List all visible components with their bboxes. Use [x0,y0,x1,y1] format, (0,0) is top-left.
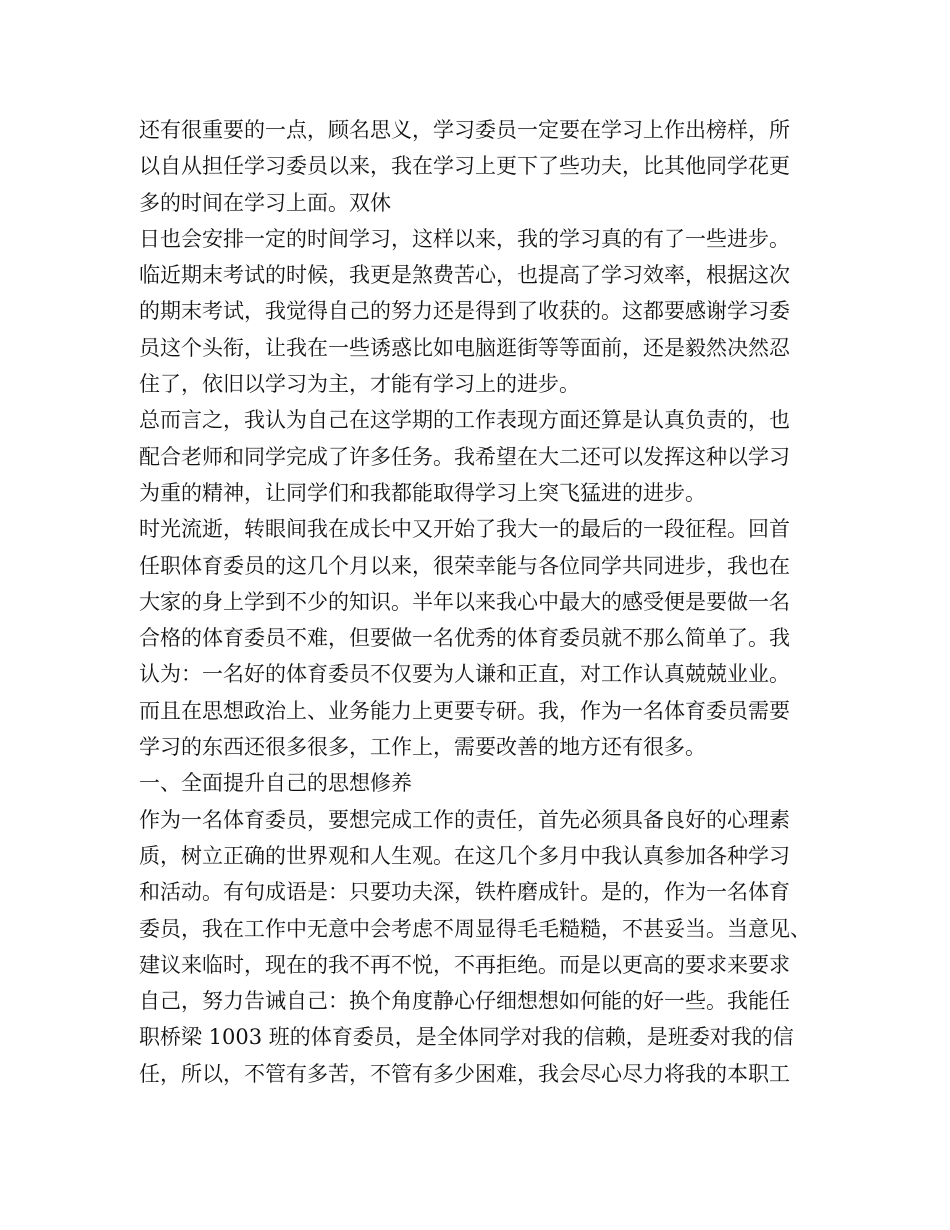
text-line: 还有很重要的一点，顾名思义，学习委员一定要在学习上作出榜样，所 [139,118,790,142]
text-line: 学习的东西还很多很多，工作上，需要改善的地方还有很多。 [139,735,706,760]
text-line: 合格的体育委员不难，但要做一名优秀的体育委员就不那么简单了。我 [139,626,790,651]
text-line: 为重的精神，让同学们和我都能取得学习上突飞猛进的进步。 [139,480,706,505]
text-line: 委员，我在工作中无意中会考虑不周显得毛毛糙糙，不甚妥当。当意见、 [139,916,811,941]
text-line: 多的时间在学习上面。双休 [139,190,391,215]
text-line: 职桥梁 1003 班的体育委员，是全体同学对我的信赖，是班委对我的信 [139,1025,794,1050]
text-line: 一、全面提升自己的思想修养 [139,771,412,796]
text-line: 质，树立正确的世界观和人生观。在这几个多月中我认真参加各种学习 [139,843,790,868]
text-line: 临近期末考试的时候，我更是煞费苦心，也提高了学习效率，根据这次 [139,263,790,288]
text-line: 任职体育委员的这几个月以来，很荣幸能与各位同学共同进步，我也在 [139,553,790,578]
text-line: 的期末考试，我觉得自己的努力还是得到了收获的。这都要感谢学习委 [139,299,790,324]
text-line: 而且在思想政治上、业务能力上更要专研。我，作为一名体育委员需要 [139,698,790,723]
text-line: 建议来临时，现在的我不再不悦，不再拒绝。而是以更高的要求来要求 [139,952,790,977]
text-line: 认为：一名好的体育委员不仅要为人谦和正直，对工作认真兢兢业业。 [139,662,790,687]
text-line: 总而言之，我认为自己在这学期的工作表现方面还算是认真负责的，也 [139,408,790,433]
text-line: 住了，依旧以学习为主，才能有学习上的进步。 [139,372,580,397]
text-line: 员这个头衔，让我在一些诱惑比如电脑逛街等等面前，还是毅然决然忍 [139,335,790,360]
text-line: 和活动。有句成语是：只要功夫深，铁杵磨成针。是的，作为一名体育 [139,880,790,905]
text-line: 日也会安排一定的时间学习，这样以来，我的学习真的有了一些进步。 [139,226,790,251]
text-line: 作为一名体育委员，要想完成工作的责任，首先必须具备良好的心理素 [139,807,790,832]
text-line: 时光流逝，转眼间我在成长中又开始了我大一的最后的一段征程。回首 [139,517,790,542]
text-line: 自己，努力告诫自己：换个角度静心仔细想想如何能的好一些。我能任 [139,989,790,1014]
text-line: 以自从担任学习委员以来，我在学习上更下了些功夫，比其他同学花更 [139,154,790,179]
text-line: 大家的身上学到不少的知识。半年以来我心中最大的感受便是要做一名 [139,589,790,614]
document-body [139,112,829,1092]
text-line: 任，所以，不管有多苦，不管有多少困难，我会尽心尽力将我的本职工 [139,1061,790,1086]
text-line: 配合老师和同学完成了许多任务。我希望在大二还可以发挥这种以学习 [139,444,790,469]
